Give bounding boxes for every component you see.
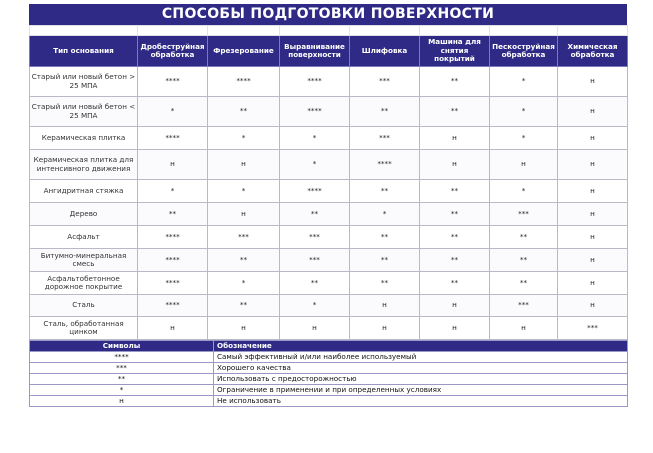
table-row — [30, 272, 628, 295]
rating-cell: н — [558, 97, 628, 127]
legend-row — [30, 385, 628, 396]
table-row — [30, 150, 628, 180]
legend-symbol: **** — [30, 352, 214, 363]
rating-cell: н — [558, 272, 628, 295]
rating-cell: **** — [138, 272, 208, 295]
rating-cell: ** — [420, 272, 490, 295]
legend-meaning: Хорошего качества — [214, 363, 628, 374]
rating-cell: н — [558, 150, 628, 180]
rating-cell: *** — [350, 127, 420, 150]
header-row — [30, 36, 628, 67]
rating-cell: ** — [208, 295, 280, 317]
legend-row — [30, 374, 628, 385]
table-row — [30, 127, 628, 150]
rating-cell: * — [280, 150, 350, 180]
column-header: Пескоструйная обработка — [490, 36, 558, 67]
rating-cell: н — [208, 317, 280, 340]
legend-symbol: н — [30, 396, 214, 407]
column-header: Фрезерование — [208, 36, 280, 67]
rating-cell: * — [490, 97, 558, 127]
rating-cell: * — [350, 203, 420, 226]
table-row — [30, 67, 628, 97]
rating-cell: ** — [280, 272, 350, 295]
column-header: Дробеструйная обработка — [138, 36, 208, 67]
row-label: Дерево — [30, 203, 138, 226]
table-row — [30, 180, 628, 203]
rating-cell: н — [420, 127, 490, 150]
rating-cell: **** — [280, 180, 350, 203]
legend-meaning: Ограничение в применении и при определенных условиях — [214, 385, 628, 396]
legend-header-symbols: Символы — [30, 341, 214, 352]
rating-cell: ** — [420, 67, 490, 97]
rating-cell: н — [420, 295, 490, 317]
rating-cell: ** — [350, 249, 420, 272]
table-row — [30, 317, 628, 340]
rating-cell: ** — [208, 249, 280, 272]
rating-cell: * — [490, 67, 558, 97]
row-label: Керамическая плитка для интенсивного движения — [30, 150, 138, 180]
rating-cell: ** — [350, 180, 420, 203]
rating-cell: н — [558, 67, 628, 97]
column-header: Машина для снятия покрытий — [420, 36, 490, 67]
rating-cell: н — [420, 317, 490, 340]
rating-cell: ** — [490, 272, 558, 295]
rating-cell: *** — [208, 226, 280, 249]
column-header: Выравнивание поверхности — [280, 36, 350, 67]
rating-cell: **** — [208, 67, 280, 97]
column-header: Тип основания — [30, 36, 138, 67]
legend-meaning: Использовать с предосторожностью — [214, 374, 628, 385]
legend-symbol: ** — [30, 374, 214, 385]
rating-cell: н — [350, 317, 420, 340]
rating-cell: н — [558, 249, 628, 272]
rating-cell: **** — [138, 295, 208, 317]
rating-cell: * — [280, 295, 350, 317]
spacer-row — [30, 26, 628, 36]
rating-cell: * — [138, 180, 208, 203]
row-label: Старый или новый бетон < 25 МПА — [30, 97, 138, 127]
rating-cell: ** — [490, 226, 558, 249]
rating-cell: ** — [138, 203, 208, 226]
rating-cell: н — [208, 203, 280, 226]
legend-row — [30, 352, 628, 363]
rating-cell: н — [138, 150, 208, 180]
rating-cell: **** — [280, 67, 350, 97]
table-row — [30, 295, 628, 317]
rating-cell: н — [558, 203, 628, 226]
table-row — [30, 203, 628, 226]
table-row — [30, 226, 628, 249]
rating-cell: **** — [138, 67, 208, 97]
legend-header-meaning: Обозначение — [214, 341, 628, 352]
legend-symbol: * — [30, 385, 214, 396]
rating-cell: ** — [208, 97, 280, 127]
rating-cell: *** — [490, 203, 558, 226]
rating-cell: н — [138, 317, 208, 340]
rating-cell: **** — [138, 226, 208, 249]
rating-cell: ** — [420, 180, 490, 203]
row-label: Сталь — [30, 295, 138, 317]
rating-cell: ** — [280, 203, 350, 226]
rating-cell: н — [490, 150, 558, 180]
legend-meaning: Не использовать — [214, 396, 628, 407]
rating-cell: ** — [350, 97, 420, 127]
rating-cell: **** — [138, 127, 208, 150]
rating-cell: **** — [280, 97, 350, 127]
rating-cell: н — [490, 317, 558, 340]
row-label: Старый или новый бетон > 25 МПА — [30, 67, 138, 97]
rating-cell: *** — [558, 317, 628, 340]
rating-cell: * — [208, 127, 280, 150]
rating-cell: ** — [420, 97, 490, 127]
rating-cell: *** — [280, 226, 350, 249]
table-row — [30, 249, 628, 272]
legend-meaning: Самый эффективный и/или наиболее используемый — [214, 352, 628, 363]
rating-cell: * — [490, 127, 558, 150]
rating-cell: * — [208, 180, 280, 203]
rating-cell: н — [558, 180, 628, 203]
page-title: СПОСОБЫ ПОДГОТОВКИ ПОВЕРХНОСТИ — [29, 4, 627, 25]
table-row — [30, 97, 628, 127]
legend-table — [29, 340, 628, 407]
row-label: Ангидритная стяжка — [30, 180, 138, 203]
row-label: Асфальт — [30, 226, 138, 249]
rating-cell: н — [208, 150, 280, 180]
rating-cell: н — [558, 127, 628, 150]
legend-header-row — [30, 341, 628, 352]
rating-cell: ** — [350, 272, 420, 295]
rating-cell: * — [490, 180, 558, 203]
rating-cell: ** — [420, 226, 490, 249]
rating-cell: ** — [420, 249, 490, 272]
rating-cell: * — [138, 97, 208, 127]
rating-cell: н — [420, 150, 490, 180]
column-header: Шлифовка — [350, 36, 420, 67]
rating-cell: н — [558, 295, 628, 317]
rating-cell: * — [208, 272, 280, 295]
rating-cell: ** — [420, 203, 490, 226]
surface-preparation-sheet — [29, 4, 627, 407]
rating-cell: *** — [280, 249, 350, 272]
row-label: Керамическая плитка — [30, 127, 138, 150]
column-header: Химическая обработка — [558, 36, 628, 67]
rating-cell: ** — [490, 249, 558, 272]
legend-row — [30, 363, 628, 374]
rating-cell: * — [280, 127, 350, 150]
legend-row — [30, 396, 628, 407]
methods-table — [29, 25, 628, 340]
rating-cell: *** — [490, 295, 558, 317]
row-label: Асфальтобетонное дорожное покрытие — [30, 272, 138, 295]
rating-cell: н — [350, 295, 420, 317]
rating-cell: ** — [350, 226, 420, 249]
rating-cell: н — [280, 317, 350, 340]
row-label: Битумно-минеральная смесь — [30, 249, 138, 272]
rating-cell: *** — [350, 67, 420, 97]
legend-symbol: *** — [30, 363, 214, 374]
rating-cell: **** — [350, 150, 420, 180]
row-label: Сталь, обработанная цинком — [30, 317, 138, 340]
rating-cell: н — [558, 226, 628, 249]
rating-cell: **** — [138, 249, 208, 272]
